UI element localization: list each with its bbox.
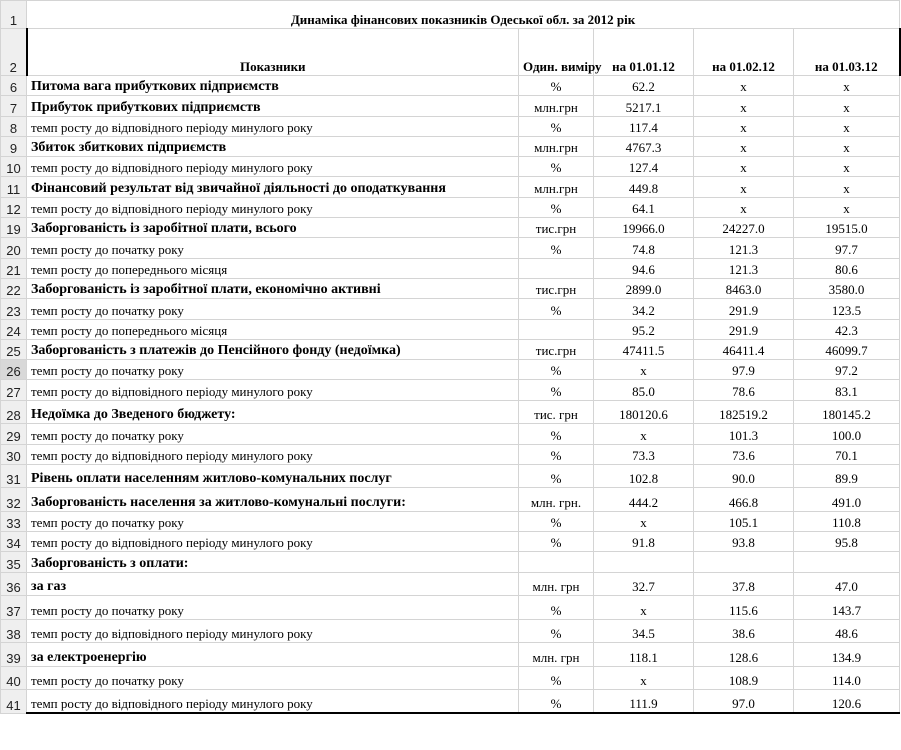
row-header[interactable]: 20 (1, 238, 27, 258)
value-cell-date-3[interactable]: x (794, 197, 900, 217)
value-cell-date-3[interactable]: 47.0 (794, 572, 900, 596)
unit-cell[interactable] (519, 552, 594, 572)
column-header-date-2[interactable]: на 01.02.12 (694, 29, 794, 76)
indicator-cell[interactable]: темп росту до початку року (27, 238, 519, 258)
value-cell-date-2[interactable]: 78.6 (694, 380, 794, 400)
value-cell-date-1[interactable]: 118.1 (594, 643, 694, 667)
value-cell-date-2[interactable]: 182519.2 (694, 400, 794, 424)
value-cell-date-3[interactable]: 120.6 (794, 690, 900, 714)
table-row (1, 643, 900, 667)
table-row (1, 116, 900, 136)
row-header[interactable]: 2 (1, 29, 27, 76)
table-row (1, 258, 900, 278)
value-cell-date-2[interactable]: 8463.0 (694, 278, 794, 298)
value-cell-date-1[interactable]: 111.9 (594, 690, 694, 714)
value-cell-date-1[interactable]: 102.8 (594, 464, 694, 488)
row-header[interactable]: 26 (1, 360, 27, 380)
value-cell-date-2[interactable]: 291.9 (694, 299, 794, 319)
value-cell-date-1[interactable]: 64.1 (594, 197, 694, 217)
value-cell-date-2[interactable]: x (694, 116, 794, 136)
value-cell-date-1[interactable]: x (594, 666, 694, 690)
unit-cell[interactable]: млн.грн (519, 177, 594, 197)
indicator-cell[interactable]: Питома вага прибуткових підприємств (27, 76, 519, 96)
indicator-cell[interactable]: темп росту до початку року (27, 511, 519, 531)
unit-cell[interactable]: % (519, 690, 594, 714)
unit-cell[interactable]: % (519, 299, 594, 319)
table-row (1, 400, 900, 424)
value-cell-date-3[interactable]: 97.7 (794, 238, 900, 258)
value-cell-date-3[interactable]: 110.8 (794, 511, 900, 531)
value-cell-date-2[interactable]: 291.9 (694, 319, 794, 339)
indicator-cell[interactable]: Рівень оплати населенням житлово-комунальних послуг (27, 464, 519, 488)
row-header[interactable]: 10 (1, 157, 27, 177)
row-header[interactable]: 28 (1, 400, 27, 424)
unit-cell[interactable]: % (519, 619, 594, 643)
value-cell-date-1[interactable]: 117.4 (594, 116, 694, 136)
value-cell-date-2[interactable]: x (694, 197, 794, 217)
value-cell-date-2[interactable]: 121.3 (694, 258, 794, 278)
table-row (1, 511, 900, 531)
unit-cell[interactable]: % (519, 424, 594, 444)
value-cell-date-2[interactable]: 38.6 (694, 619, 794, 643)
table-row (1, 380, 900, 400)
indicator-cell[interactable]: темп росту до відповідного періоду минулого року (27, 532, 519, 552)
table-row (1, 464, 900, 488)
value-cell-date-1[interactable] (594, 552, 694, 572)
row-header[interactable]: 11 (1, 177, 27, 197)
unit-cell[interactable]: % (519, 76, 594, 96)
column-header-unit[interactable]: Один. виміру (519, 29, 594, 76)
row-header[interactable]: 29 (1, 424, 27, 444)
indicator-cell[interactable]: Прибуток прибуткових підприємств (27, 96, 519, 116)
value-cell-date-3[interactable]: 46099.7 (794, 339, 900, 359)
unit-cell[interactable] (519, 319, 594, 339)
row-header[interactable]: 41 (1, 690, 27, 714)
value-cell-date-3[interactable]: 114.0 (794, 666, 900, 690)
value-cell-date-2[interactable]: x (694, 76, 794, 96)
indicator-cell[interactable]: Заборгованість населення за житлово-комунальні послуги: (27, 488, 519, 512)
unit-cell[interactable]: млн. грн (519, 643, 594, 667)
value-cell-date-1[interactable]: 94.6 (594, 258, 694, 278)
unit-cell[interactable]: млн. грн. (519, 488, 594, 512)
value-cell-date-2[interactable]: 90.0 (694, 464, 794, 488)
value-cell-date-1[interactable]: x (594, 424, 694, 444)
value-cell-date-1[interactable]: 91.8 (594, 532, 694, 552)
table-row (1, 177, 900, 197)
value-cell-date-3[interactable]: x (794, 157, 900, 177)
value-cell-date-2[interactable]: x (694, 177, 794, 197)
value-cell-date-3[interactable]: x (794, 136, 900, 156)
value-cell-date-2[interactable]: x (694, 157, 794, 177)
indicator-cell[interactable]: темп росту до початку року (27, 596, 519, 620)
value-cell-date-2[interactable]: 466.8 (694, 488, 794, 512)
value-cell-date-3[interactable]: 491.0 (794, 488, 900, 512)
column-header-date-1[interactable]: на 01.01.12 (594, 29, 694, 76)
value-cell-date-3[interactable]: 123.5 (794, 299, 900, 319)
value-cell-date-1[interactable]: 85.0 (594, 380, 694, 400)
value-cell-date-2[interactable]: 115.6 (694, 596, 794, 620)
unit-cell[interactable]: % (519, 238, 594, 258)
row-header[interactable]: 36 (1, 572, 27, 596)
value-cell-date-1[interactable]: 127.4 (594, 157, 694, 177)
value-cell-date-1[interactable]: x (594, 511, 694, 531)
value-cell-date-2[interactable]: 24227.0 (694, 218, 794, 238)
indicator-cell[interactable]: Заборгованість із заробітної плати, всього (27, 218, 519, 238)
row-header[interactable]: 1 (1, 1, 27, 29)
value-cell-date-2[interactable]: 73.6 (694, 444, 794, 464)
row-header[interactable]: 9 (1, 136, 27, 156)
indicator-cell[interactable]: темп росту до відповідного періоду минулого року (27, 380, 519, 400)
value-cell-date-1[interactable]: 34.2 (594, 299, 694, 319)
value-cell-date-2[interactable]: 105.1 (694, 511, 794, 531)
indicator-cell[interactable]: темп росту до відповідного періоду минулого року (27, 116, 519, 136)
table-row (1, 238, 900, 258)
title-row (1, 1, 900, 29)
value-cell-date-1[interactable]: 74.8 (594, 238, 694, 258)
column-header-date-3[interactable]: на 01.03.12 (794, 29, 900, 76)
unit-cell[interactable]: млн. грн (519, 572, 594, 596)
sheet-title[interactable]: Динаміка фінансових показників Одеської обл. за 2012 рік (27, 1, 900, 29)
value-cell-date-3[interactable]: 89.9 (794, 464, 900, 488)
indicator-cell[interactable]: Недоїмка до Зведеного бюджету: (27, 400, 519, 424)
value-cell-date-2[interactable]: 37.8 (694, 572, 794, 596)
value-cell-date-1[interactable]: 5217.1 (594, 96, 694, 116)
table-row (1, 96, 900, 116)
row-header[interactable]: 40 (1, 666, 27, 690)
value-cell-date-3[interactable]: 48.6 (794, 619, 900, 643)
row-header[interactable]: 35 (1, 552, 27, 572)
value-cell-date-1[interactable]: 95.2 (594, 319, 694, 339)
row-header[interactable]: 38 (1, 619, 27, 643)
table-row (1, 319, 900, 339)
value-cell-date-1[interactable]: 47411.5 (594, 339, 694, 359)
row-header[interactable]: 33 (1, 511, 27, 531)
value-cell-date-3[interactable]: 3580.0 (794, 278, 900, 298)
table-row (1, 690, 900, 714)
indicator-cell[interactable]: темп росту до початку року (27, 424, 519, 444)
row-header[interactable]: 8 (1, 116, 27, 136)
value-cell-date-2[interactable]: 97.9 (694, 360, 794, 380)
row-header[interactable]: 7 (1, 96, 27, 116)
unit-cell[interactable]: тис. грн (519, 400, 594, 424)
table-row (1, 218, 900, 238)
value-cell-date-1[interactable]: 62.2 (594, 76, 694, 96)
value-cell-date-2[interactable]: 46411.4 (694, 339, 794, 359)
row-header[interactable]: 32 (1, 488, 27, 512)
value-cell-date-3[interactable]: 143.7 (794, 596, 900, 620)
table-row (1, 197, 900, 217)
value-cell-date-1[interactable]: 4767.3 (594, 136, 694, 156)
value-cell-date-2[interactable]: 128.6 (694, 643, 794, 667)
table-row (1, 278, 900, 298)
unit-cell[interactable]: % (519, 157, 594, 177)
value-cell-date-3[interactable]: x (794, 96, 900, 116)
indicator-cell[interactable]: темп росту до відповідного періоду минулого року (27, 444, 519, 464)
unit-cell[interactable]: % (519, 444, 594, 464)
row-header[interactable]: 31 (1, 464, 27, 488)
table-row (1, 157, 900, 177)
unit-cell[interactable]: % (519, 511, 594, 531)
row-header[interactable]: 39 (1, 643, 27, 667)
indicator-cell[interactable]: темп росту до відповідного періоду минулого року (27, 157, 519, 177)
indicator-cell[interactable]: за електроенергію (27, 643, 519, 667)
value-cell-date-2[interactable]: 93.8 (694, 532, 794, 552)
unit-cell[interactable]: % (519, 197, 594, 217)
value-cell-date-3[interactable]: 97.2 (794, 360, 900, 380)
row-header[interactable]: 25 (1, 339, 27, 359)
value-cell-date-3[interactable]: 95.8 (794, 532, 900, 552)
row-header[interactable]: 23 (1, 299, 27, 319)
row-header[interactable]: 12 (1, 197, 27, 217)
value-cell-date-3[interactable]: 80.6 (794, 258, 900, 278)
value-cell-date-3[interactable]: 134.9 (794, 643, 900, 667)
row-header[interactable]: 34 (1, 532, 27, 552)
table-row (1, 339, 900, 359)
value-cell-date-3[interactable]: 83.1 (794, 380, 900, 400)
value-cell-date-1[interactable]: 444.2 (594, 488, 694, 512)
table-row (1, 666, 900, 690)
unit-cell[interactable]: млн.грн (519, 136, 594, 156)
unit-cell[interactable]: млн.грн (519, 96, 594, 116)
value-cell-date-2[interactable]: 121.3 (694, 238, 794, 258)
table-row (1, 572, 900, 596)
header-row (1, 29, 900, 76)
indicator-cell[interactable]: Збиток збиткових підприємств (27, 136, 519, 156)
value-cell-date-2[interactable] (694, 552, 794, 572)
value-cell-date-3[interactable]: x (794, 76, 900, 96)
row-header[interactable]: 21 (1, 258, 27, 278)
indicator-cell[interactable]: темп росту до початку року (27, 666, 519, 690)
value-cell-date-1[interactable]: 73.3 (594, 444, 694, 464)
value-cell-date-1[interactable]: 34.5 (594, 619, 694, 643)
indicator-cell[interactable]: Заборгованість з платежів до Пенсійного фонду (недоїмка) (27, 339, 519, 359)
unit-cell[interactable] (519, 258, 594, 278)
value-cell-date-3[interactable]: x (794, 116, 900, 136)
indicator-cell[interactable]: темп росту до попереднього місяця (27, 319, 519, 339)
value-cell-date-1[interactable]: 2899.0 (594, 278, 694, 298)
column-header-indicator[interactable]: Показники (27, 29, 519, 76)
row-header[interactable]: 37 (1, 596, 27, 620)
indicator-cell[interactable]: темп росту до відповідного періоду минулого року (27, 619, 519, 643)
value-cell-date-2[interactable]: x (694, 136, 794, 156)
table-row (1, 360, 900, 380)
unit-cell[interactable]: % (519, 666, 594, 690)
table-row (1, 424, 900, 444)
unit-cell[interactable]: % (519, 464, 594, 488)
value-cell-date-1[interactable]: 180120.6 (594, 400, 694, 424)
indicator-cell[interactable]: темп росту до початку року (27, 299, 519, 319)
value-cell-date-3[interactable]: 100.0 (794, 424, 900, 444)
table-row (1, 552, 900, 572)
table-row (1, 136, 900, 156)
value-cell-date-3[interactable]: x (794, 177, 900, 197)
table-row (1, 488, 900, 512)
unit-cell[interactable]: % (519, 532, 594, 552)
indicator-cell[interactable]: темп росту до відповідного періоду минулого року (27, 690, 519, 714)
indicator-cell[interactable]: Заборгованість з оплати: (27, 552, 519, 572)
unit-cell[interactable]: тис.грн (519, 278, 594, 298)
row-header[interactable]: 22 (1, 278, 27, 298)
table-row (1, 76, 900, 96)
row-header[interactable]: 27 (1, 380, 27, 400)
value-cell-date-1[interactable]: x (594, 360, 694, 380)
indicator-cell[interactable]: Заборгованість із заробітної плати, економічно активні (27, 278, 519, 298)
value-cell-date-3[interactable]: 70.1 (794, 444, 900, 464)
indicator-cell[interactable]: Фінансовий результат від звичайної діяльності до оподаткування (27, 177, 519, 197)
value-cell-date-2[interactable]: 108.9 (694, 666, 794, 690)
value-cell-date-3[interactable]: 42.3 (794, 319, 900, 339)
value-cell-date-1[interactable]: 449.8 (594, 177, 694, 197)
value-cell-date-2[interactable]: 97.0 (694, 690, 794, 714)
table-row (1, 596, 900, 620)
table-row (1, 299, 900, 319)
row-header[interactable]: 19 (1, 218, 27, 238)
unit-cell[interactable]: % (519, 360, 594, 380)
value-cell-date-2[interactable]: x (694, 96, 794, 116)
value-cell-date-1[interactable]: 32.7 (594, 572, 694, 596)
indicator-cell[interactable]: темп росту до початку року (27, 360, 519, 380)
value-cell-date-3[interactable]: 180145.2 (794, 400, 900, 424)
value-cell-date-1[interactable]: 19966.0 (594, 218, 694, 238)
unit-cell[interactable]: % (519, 380, 594, 400)
indicator-cell[interactable]: за газ (27, 572, 519, 596)
value-cell-date-3[interactable] (794, 552, 900, 572)
row-header[interactable]: 24 (1, 319, 27, 339)
value-cell-date-2[interactable]: 101.3 (694, 424, 794, 444)
row-header[interactable]: 6 (1, 76, 27, 96)
unit-cell[interactable]: % (519, 116, 594, 136)
unit-cell[interactable]: тис.грн (519, 218, 594, 238)
indicator-cell[interactable]: темп росту до відповідного періоду минулого року (27, 197, 519, 217)
table-row (1, 444, 900, 464)
value-cell-date-3[interactable]: 19515.0 (794, 218, 900, 238)
unit-cell[interactable]: тис.грн (519, 339, 594, 359)
value-cell-date-1[interactable]: x (594, 596, 694, 620)
unit-cell[interactable]: % (519, 596, 594, 620)
table-row (1, 619, 900, 643)
row-header[interactable]: 30 (1, 444, 27, 464)
table-row (1, 532, 900, 552)
indicator-cell[interactable]: темп росту до попереднього місяця (27, 258, 519, 278)
